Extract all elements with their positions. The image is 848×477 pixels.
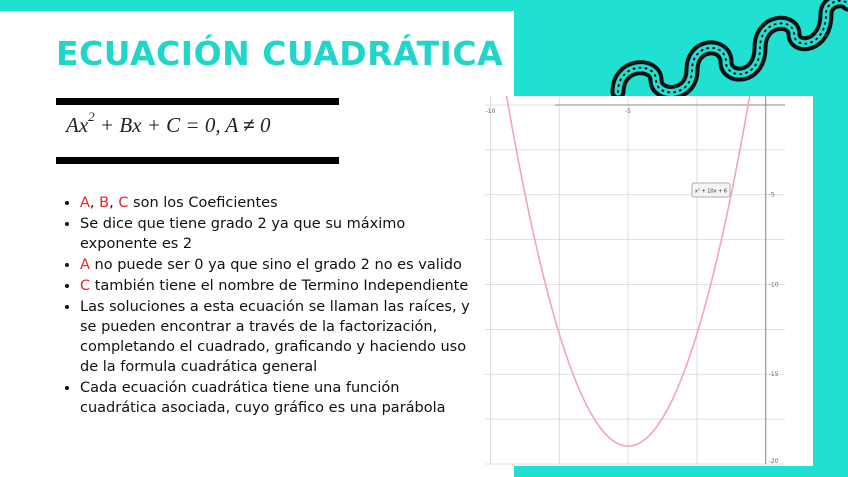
graph-labels (486, 108, 779, 465)
parabola-graph (485, 96, 813, 466)
top-divider (56, 98, 339, 105)
bullet-item (80, 378, 470, 418)
bullet-item (80, 276, 470, 296)
formula-exponent: 2 (88, 109, 95, 124)
x-tick-label: -10 (485, 107, 496, 115)
bullet-text: también tiene el nombre de Termino Independiente (90, 278, 469, 294)
graph-canvas (485, 96, 813, 466)
y-tick-label: -10 (768, 281, 779, 289)
quadratic-formula (66, 109, 271, 138)
bullet-item (80, 255, 470, 275)
bullet-item (80, 214, 470, 254)
slide-title: ECUACIÓN CUADRÁTICA (56, 34, 504, 73)
y-tick-label: -5 (768, 191, 775, 199)
legend-label: x² + 10x + 6 (694, 188, 728, 195)
bullet-text: Las soluciones a esta ecuación se llaman las raíces, y se pueden encontrar a través de la factorización, completando el cuadrado, graficando y haciendo uso de la formula cuadrática general (80, 299, 470, 375)
bottom-divider (56, 157, 339, 164)
formula-not-equal: ≠ (243, 113, 255, 137)
formula-rest: + Bx + C = 0, A (94, 113, 244, 137)
formula-rhs: 0 (254, 113, 271, 137)
bullet-text: , (109, 195, 119, 211)
coefficient-label: C (118, 195, 129, 211)
coefficient-label: C (80, 278, 91, 294)
y-tick-label: -20 (768, 458, 779, 465)
graph-curve-layer (485, 96, 785, 446)
bullet-item (80, 193, 470, 213)
bullet-text: , (89, 195, 100, 211)
y-tick-label: -15 (768, 371, 779, 379)
coefficient-label: B (99, 195, 110, 211)
graph-axes (555, 96, 785, 464)
bullet-list (60, 193, 470, 419)
bullet-text: son los Coeficientes (128, 195, 278, 211)
parabola-curve (485, 96, 785, 446)
bullet-item (80, 297, 470, 377)
coefficient-label: A (80, 195, 90, 211)
coefficient-label: A (80, 257, 90, 273)
bullet-text: no puede ser 0 ya que sino el grado 2 no es valido (89, 257, 462, 273)
formula-lhs: Ax (66, 113, 89, 137)
decorative-squiggle-icon (604, 0, 848, 100)
x-tick-label: -5 (625, 107, 632, 115)
bullet-text: Cada ecuación cuadrática tiene una función cuadrática asociada, cuyo gráfico es una parábola (80, 380, 446, 416)
bullet-text: Se dice que tiene grado 2 ya que su máximo exponente es 2 (80, 216, 406, 252)
